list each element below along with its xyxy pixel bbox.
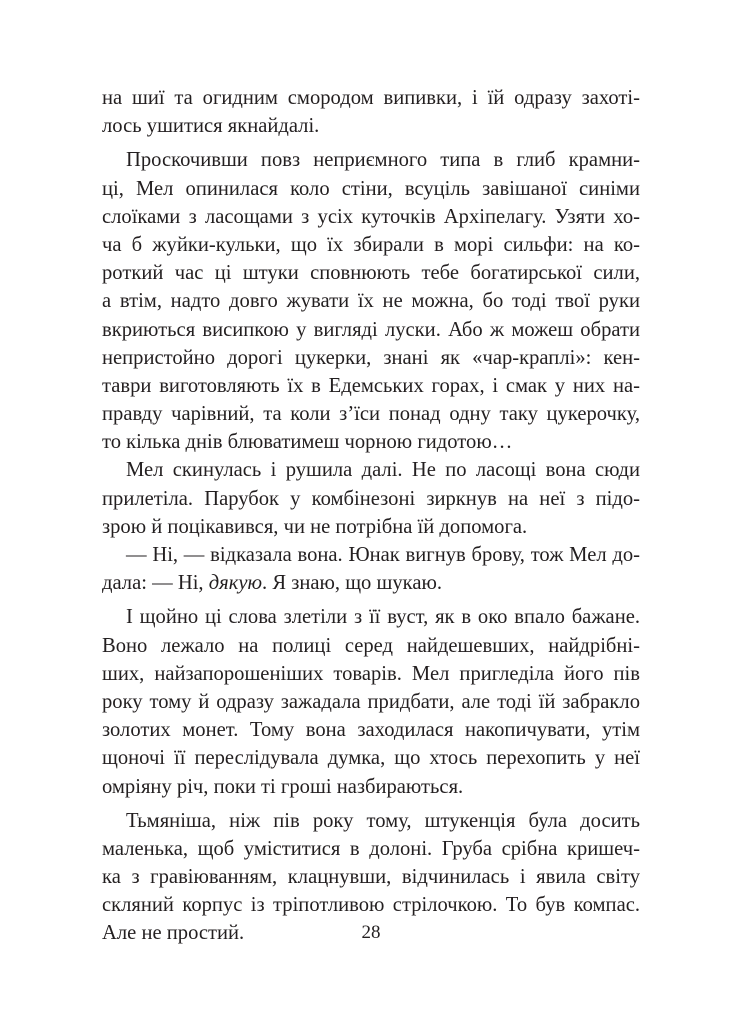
text-line: — Ні, — відказала вона. Юнак вигнув брову, тож Мел до- — [126, 544, 640, 566]
text-line: на шиї та огидним смородом випивки, і їй одразу захоті- — [102, 87, 640, 109]
text-line: Але не простий. — [102, 922, 245, 945]
text-line: слоїками з ласощами з усіх куточків Архіпелагу. Узяти хо- — [102, 205, 640, 228]
text-line: правду чарівний, та коли з’їси понад одну таку цукерочку, — [102, 403, 640, 426]
text-line: вкриються висипкою у вигляді луски. Або ж можеш обрати — [102, 318, 640, 341]
page-number: 28 — [361, 922, 381, 943]
text-line: ка з гравіюванням, клацнувши, відчинилась і явила світу — [102, 866, 640, 889]
text-line: Воно лежало на полиці серед найдешевших, найдрібні- — [102, 634, 640, 657]
text-line: ча б жуйки-кульки, що їх збирали в морі сильфи: на ко- — [102, 233, 640, 256]
text-line: непристойно дорогі цукерки, знані як «чар-краплі»: кен- — [102, 346, 640, 369]
text-line: маленька, щоб уміститися в долоні. Груба срібна кришеч- — [102, 837, 640, 860]
body-text — [102, 84, 640, 948]
text-line: Тьмяніша, ніж пів року тому, штукенція була досить — [126, 809, 640, 832]
text-line: таври виготовляють їх в Едемських горах, і смак у них на- — [102, 374, 640, 397]
text-line: ці, Мел опинилася коло стіни, всуціль завішаної синіми — [102, 177, 640, 200]
text-line: золотих монет. Тому вона заходилася накопичувати, утім — [102, 719, 640, 742]
text-line-with-italic — [102, 569, 640, 597]
text-line: І щойно ці слова злетіли з її вуст, як в око впало бажане. — [126, 606, 640, 629]
text-line: Проскочивши повз неприємного типа в глиб крамни- — [126, 149, 640, 172]
text-line: то кілька днів блюватимеш чорною гидотою… — [102, 431, 513, 454]
text-segment: . Я знаю, що шукаю. — [262, 572, 443, 595]
text-segment: дала: — Ні, — [102, 572, 209, 595]
text-line: омріяну річ, поки ті гроші назбираються. — [102, 775, 464, 798]
text-line: прилетіла. Парубок у комбінезоні зиркнув на неї з підо- — [102, 487, 640, 510]
text-line: а втім, надто довго жувати їх не можна, бо тоді твої руки — [102, 290, 640, 313]
text-line: щоночі її переслідувала думка, що хтось перехопить у неї — [102, 747, 640, 770]
text-line: Мел скинулась і рушила далі. Не по ласощі вона сюди — [126, 459, 640, 482]
text-line: ших, найзапорошеніших товарів. Мел пригледіла його пів — [102, 662, 640, 685]
text-line: зрою й поцікавився, чи не потрібна їй допомога. — [102, 515, 528, 538]
text-line: скляний корпус із тріпотливою стрілочкою. То був компас. — [102, 894, 640, 917]
text-line: роткий час ці штуки сповнюють тебе богатирської сили, — [102, 262, 640, 285]
text-line: лось ушитися якнайдалі. — [102, 115, 320, 138]
italic-word: дякую — [208, 572, 263, 595]
text-line: року тому й одразу зажадала придбати, але тоді їй забракло — [102, 690, 640, 713]
